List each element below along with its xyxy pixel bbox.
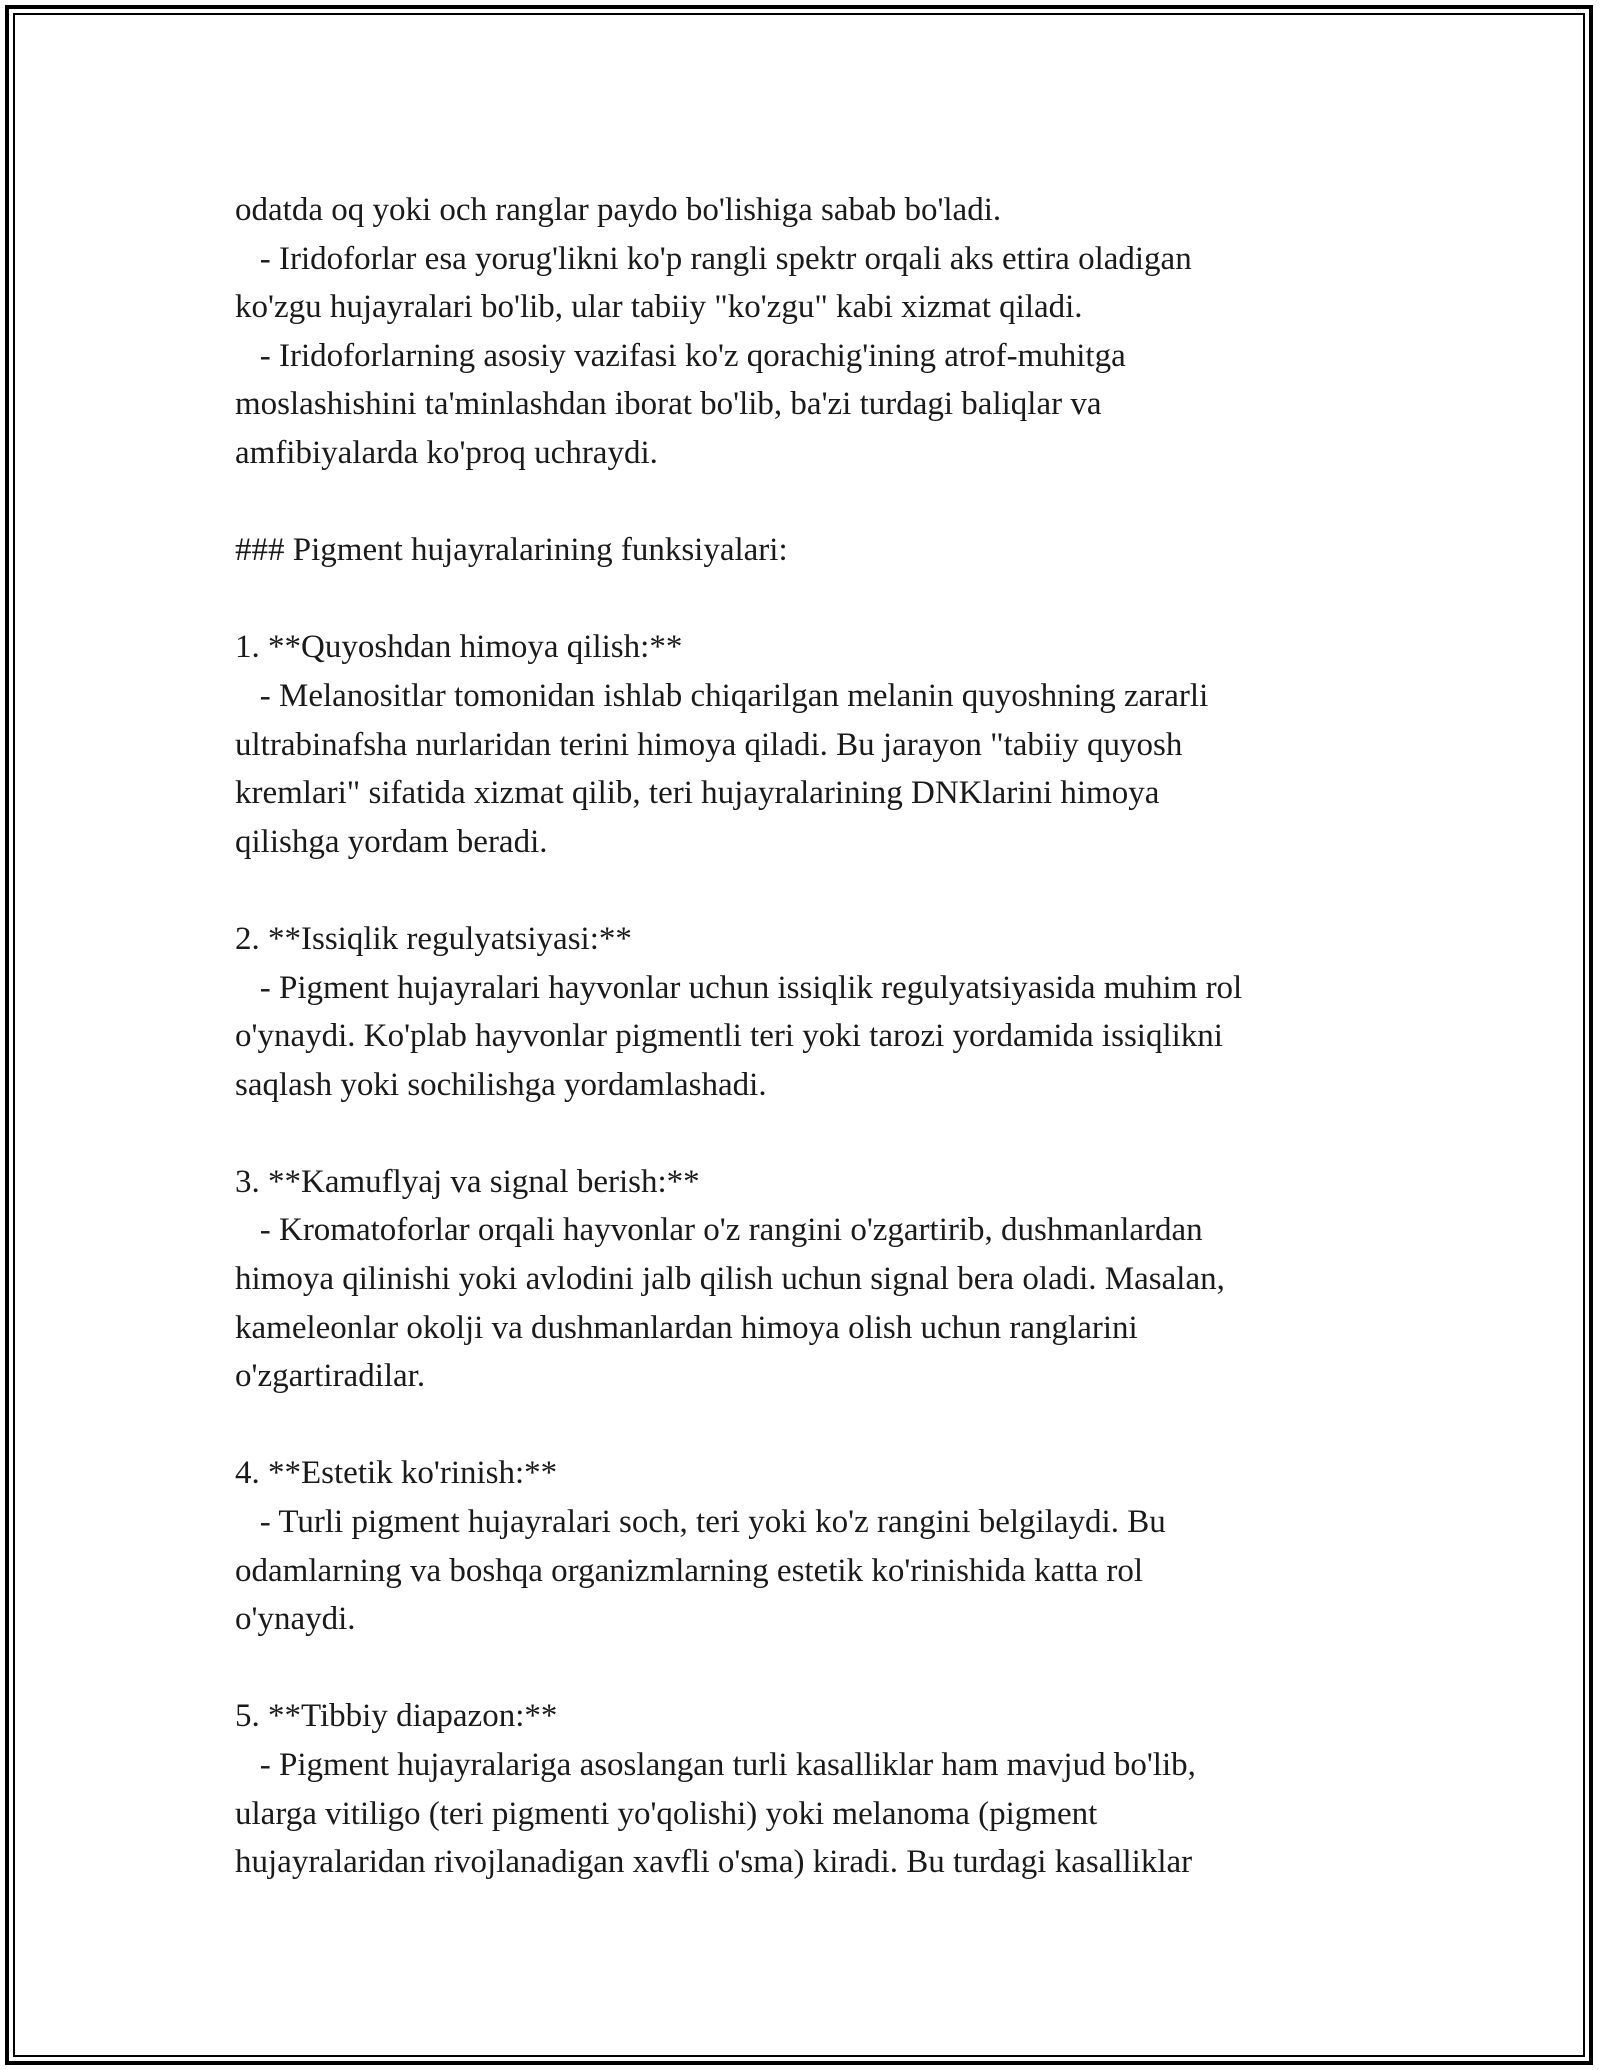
text-line: kameleonlar okolji va dushmanlardan himoya olish uchun ranglarini — [235, 1309, 1138, 1346]
blank-line — [235, 866, 1405, 915]
text-line: ko'zgu hujayralari bo'lib, ular tabiiy "ko'zgu" kabi xizmat qiladi. — [235, 289, 1083, 326]
text-line: qilishga yordam beradi. — [235, 823, 548, 860]
list-item-heading: 4. **Estetik ko'rinish:** — [235, 1455, 558, 1492]
text-line: saqlash yoki sochilishga yordamlashadi. — [235, 1066, 767, 1103]
text-line: moslashishini ta'minlashdan iborat bo'lib, ba'zi turdagi baliqlar va — [235, 386, 1102, 423]
text-line: ultrabinafsha nurlaridan terini himoya qiladi. Bu jarayon "tabiiy quyosh — [235, 726, 1183, 763]
blank-line — [235, 478, 1405, 527]
text-line: - Kromatoforlar orqali hayvonlar o'z rangini o'zgartirib, dushmanlardan — [235, 1212, 1203, 1249]
list-item-heading: 5. **Tibbiy diapazon:** — [235, 1698, 558, 1735]
text-line: o'zgartiradilar. — [235, 1358, 426, 1395]
text-line: amfibiyalarda ko'proq uchraydi. — [235, 434, 658, 471]
text-line: o'ynaydi. — [235, 1601, 356, 1638]
blank-line — [235, 1401, 1405, 1450]
text-line: - Melanositlar tomonidan ishlab chiqarilgan melanin quyoshning zararli — [235, 677, 1209, 714]
text-line: o'ynaydi. Ko'plab hayvonlar pigmentli teri yoki tarozi yordamida issiqlikni — [235, 1018, 1223, 1055]
text-line: - Iridoforlarning asosiy vazifasi ko'z qorachig'ining atrof-muhitga — [235, 337, 1126, 374]
blank-line — [235, 575, 1405, 624]
text-line: kremlari" sifatida xizmat qilib, teri hujayralarining DNKlarini himoya — [235, 775, 1160, 812]
text-line: odatda oq yoki och ranglar paydo bo'lishiga sabab bo'ladi. — [235, 192, 1002, 228]
section-heading: ### Pigment hujayralarining funksiyalari: — [235, 532, 788, 569]
text-line: himoya qilinishi yoki avlodini jalb qilish uchun signal bera oladi. Masalan, — [235, 1261, 1225, 1298]
text-line: - Pigment hujayralari hayvonlar uchun issiqlik regulyatsiyasida muhim rol — [235, 969, 1243, 1006]
text-line: hujayralaridan rivojlanadigan xavfli o'sma) kiradi. Bu turdagi kasalliklar — [235, 1844, 1193, 1881]
text-line: odamlarning va boshqa organizmlarning estetik ko'rinishida katta rol — [235, 1552, 1144, 1589]
list-item-heading: 1. **Quyoshdan himoya qilish:** — [235, 629, 683, 666]
document-body — [235, 186, 1405, 1887]
text-line: - Pigment hujayralariga asoslangan turli kasalliklar ham mavjud bo'lib, — [235, 1747, 1196, 1783]
text-line: - Turli pigment hujayralari soch, teri yoki ko'z rangini belgilaydi. Bu — [235, 1504, 1166, 1541]
list-item-heading: 2. **Issiqlik regulyatsiyasi:** — [235, 920, 632, 957]
blank-line — [235, 1644, 1405, 1693]
blank-line — [235, 1109, 1405, 1158]
list-item-heading: 3. **Kamuflyaj va signal berish:** — [235, 1163, 700, 1200]
text-line: ularga vitiligo (teri pigmenti yo'qolishi) yoki melanoma (pigment — [235, 1795, 1098, 1832]
text-line: - Iridoforlar esa yorug'likni ko'p rangli spektr orqali aks ettira oladigan — [235, 240, 1192, 277]
